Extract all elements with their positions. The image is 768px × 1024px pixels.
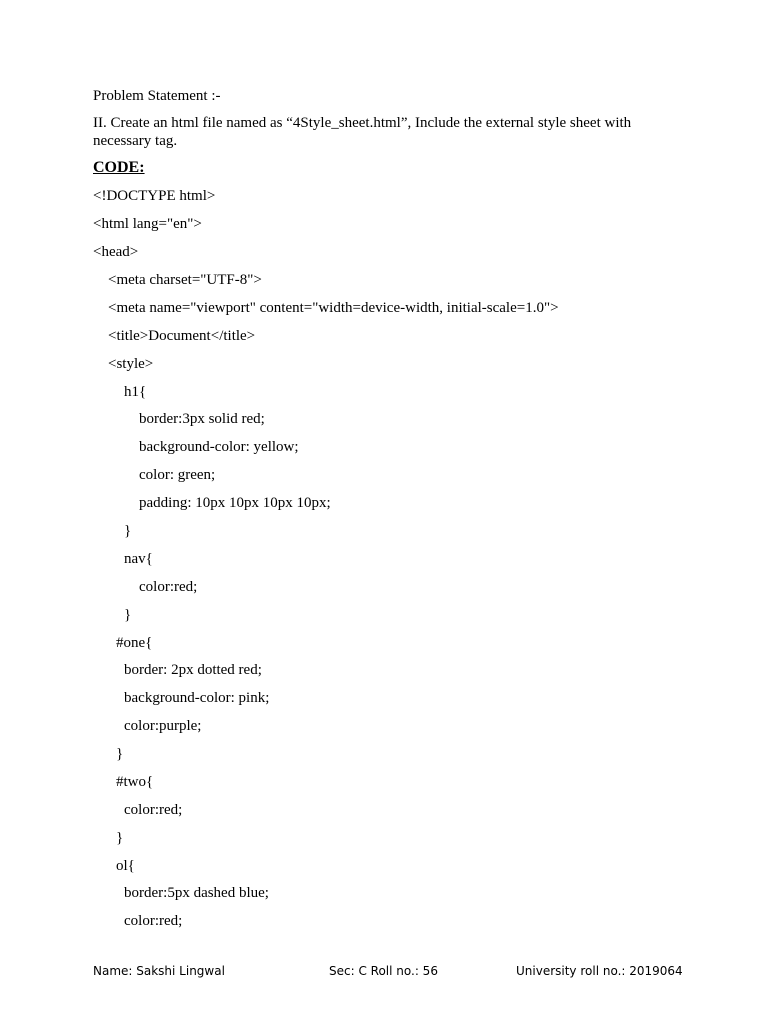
code-line: color:red; [139,579,198,595]
code-line: <title>Document</title> [108,328,256,344]
code-line: <meta name="viewport" content="width=device-width, initial-scale=1.0"> [108,300,559,316]
code-heading: CODE: [93,159,145,176]
code-line: background-color: pink; [124,690,270,706]
code-line: <head> [93,244,139,260]
code-line: color:red; [124,913,183,929]
code-line: #two{ [116,774,154,790]
code-line: ol{ [116,858,135,874]
code-line: nav{ [124,551,153,567]
problem-statement-heading: Problem Statement :- [93,88,221,104]
code-line: border:3px solid red; [139,411,265,427]
code-line: border: 2px dotted red; [124,662,262,678]
code-line: h1{ [124,384,147,400]
footer-university-roll: University roll no.: 2019064 [516,964,683,978]
code-line: } [116,746,124,762]
footer-student-name: Name: Sakshi Lingwal [93,964,225,978]
code-line: color:red; [124,802,183,818]
code-line: color: green; [139,467,216,483]
code-line: <html lang="en"> [93,216,202,232]
problem-statement-text: II. Create an html file named as “4Style_sheet.html”, Include the external style sheet with necessary tag. [93,115,632,149]
code-line: <style> [108,356,154,372]
footer-section-roll: Sec: C Roll no.: 56 [329,964,438,978]
code-line: #one{ [116,635,153,651]
code-line: } [116,830,124,846]
code-line: border:5px dashed blue; [124,885,269,901]
page-footer [0,963,768,983]
code-line: <meta charset="UTF-8"> [108,272,262,288]
code-line: } [124,607,132,623]
code-line: color:purple; [124,718,202,734]
code-line: background-color: yellow; [139,439,299,455]
code-line: <!DOCTYPE html> [93,188,216,204]
code-line: padding: 10px 10px 10px 10px; [139,495,331,511]
code-line: } [124,523,132,539]
